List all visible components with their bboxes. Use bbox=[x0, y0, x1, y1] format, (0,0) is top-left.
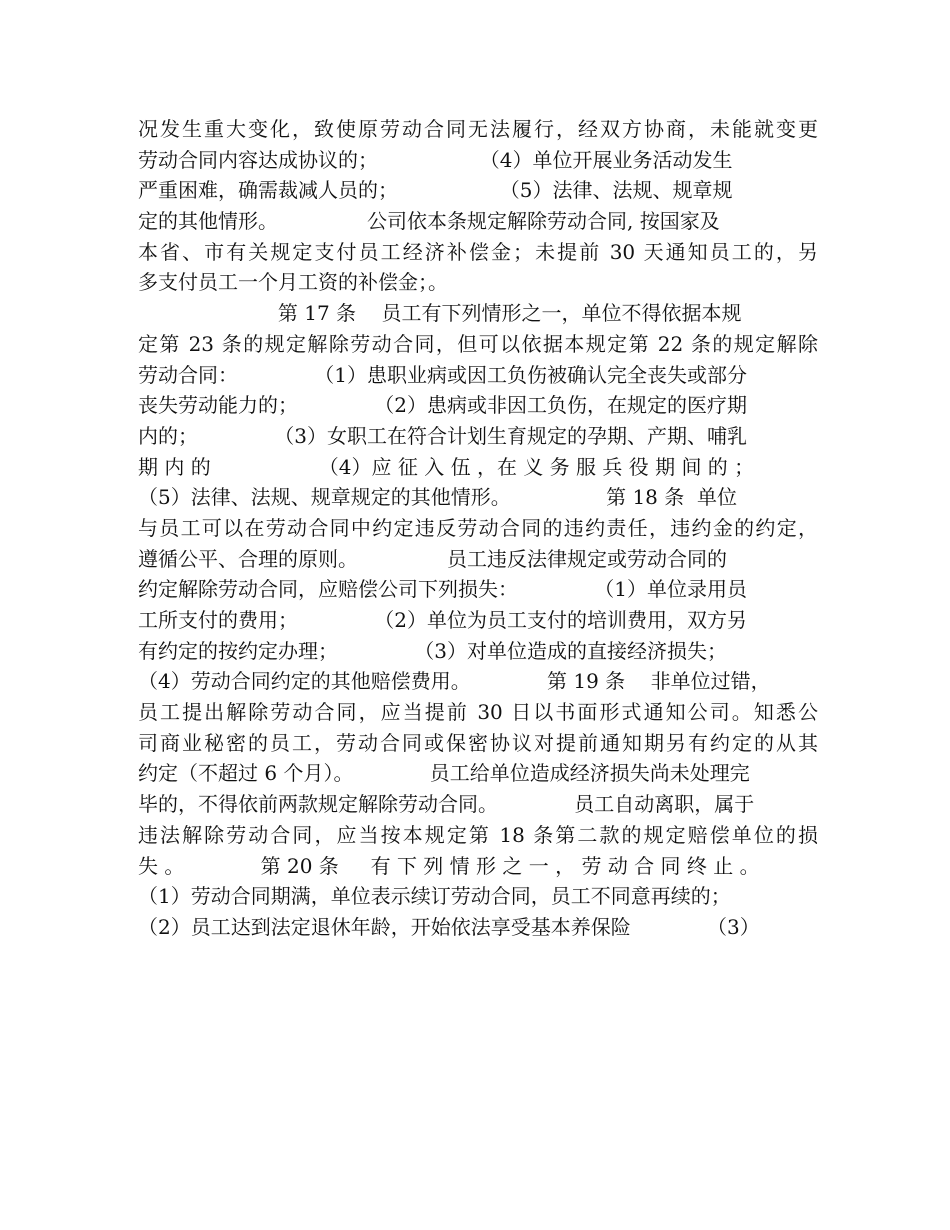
text-line: 况发生重大变化，致使原劳动合同无法履行，经双方协商，未能就变更 bbox=[138, 117, 818, 141]
text-line: 工所支付的费用； （2）单位为员工支付的培训费用，双方另 bbox=[138, 608, 748, 632]
text-line: 遵循公平、合理的原则。 员工违反法律规定或劳动合同的 bbox=[138, 546, 728, 571]
body-text bbox=[138, 114, 818, 943]
text-line: 违法解除劳动合同，应当按本规定第 18 条第二款的规定赔偿单位的损 bbox=[138, 822, 818, 847]
text-line: 定的其他情形。 公司依本条规定解除劳动合同, 按国家及 bbox=[138, 209, 720, 234]
text-line: 有约定的按约定办理； （3）对单位造成的直接经济损失； bbox=[138, 638, 728, 663]
text-line: 司商业秘密的员工，劳动合同或保密协议对提前通知期另有约定的从其 bbox=[138, 730, 818, 755]
text-line: （2）员工达到法定退休年龄，开始依法享受基本养保险 （3） bbox=[138, 914, 760, 939]
text-line: （5）法律、法规、规章规定的其他情形。 第 18 条 单位 bbox=[138, 485, 737, 510]
text-line: 多支付员工一个月工资的补偿金；。 bbox=[138, 270, 448, 295]
text-line: 本省、市有关规定支付员工经济补偿金；未提前 30 天通知员工的，另 bbox=[138, 239, 818, 264]
text-line: 劳动合同： （1）患职业病或因工负伤被确认完全丧失或部分 bbox=[138, 362, 748, 387]
text-line: （4）劳动合同约定的其他赔偿费用。 第 19 条 非单位过错， bbox=[138, 669, 771, 694]
text-line: 劳动合同内容达成协议的； （4）单位开展业务活动发生 bbox=[138, 147, 733, 172]
text-line: 第 17 条 员工有下列情形之一，单位不得依据本规 bbox=[138, 301, 742, 326]
text-line: 毕的，不得依前两款规定解除劳动合同。 员工自动离职，属于 bbox=[138, 792, 755, 817]
text-line: 员工提出解除劳动合同，应当提前 30 日以书面形式通知公司。知悉公 bbox=[138, 700, 818, 725]
text-line: （1）劳动合同期满，单位表示续订劳动合同，员工不同意再续的； bbox=[138, 884, 731, 909]
text-line: 期 内 的 （4）应 征 入 伍 ，在 义 务 服 兵 役 期 间 的 ； bbox=[138, 454, 755, 479]
text-line: 与员工可以在劳动合同中约定违反劳动合同的违约责任，违约金的约定， bbox=[138, 515, 818, 540]
text-line: 严重困难，确需裁减人员的； （5）法律、法规、规章规 bbox=[138, 178, 733, 203]
text-line: 约定解除劳动合同，应赔偿公司下列损失： （1）单位录用员 bbox=[138, 577, 748, 602]
text-line: 内的； （3）女职工在符合计划生育规定的孕期、产期、哺乳 bbox=[138, 423, 748, 448]
text-line: 约定（不超过 6 个月）。 员工给单位造成经济损失尚未处理完 bbox=[138, 761, 750, 786]
text-line: 失 。 第 20 条 有 下 列 情 形 之 一 ， 劳 动 合 同 终 止 。 bbox=[138, 853, 760, 878]
text-line: 丧失劳动能力的； （2）患病或非因工负伤，在规定的医疗期 bbox=[138, 393, 748, 418]
text-line: 定第 23 条的规定解除劳动合同，但可以依据本规定第 22 条的规定解除 bbox=[138, 331, 818, 356]
